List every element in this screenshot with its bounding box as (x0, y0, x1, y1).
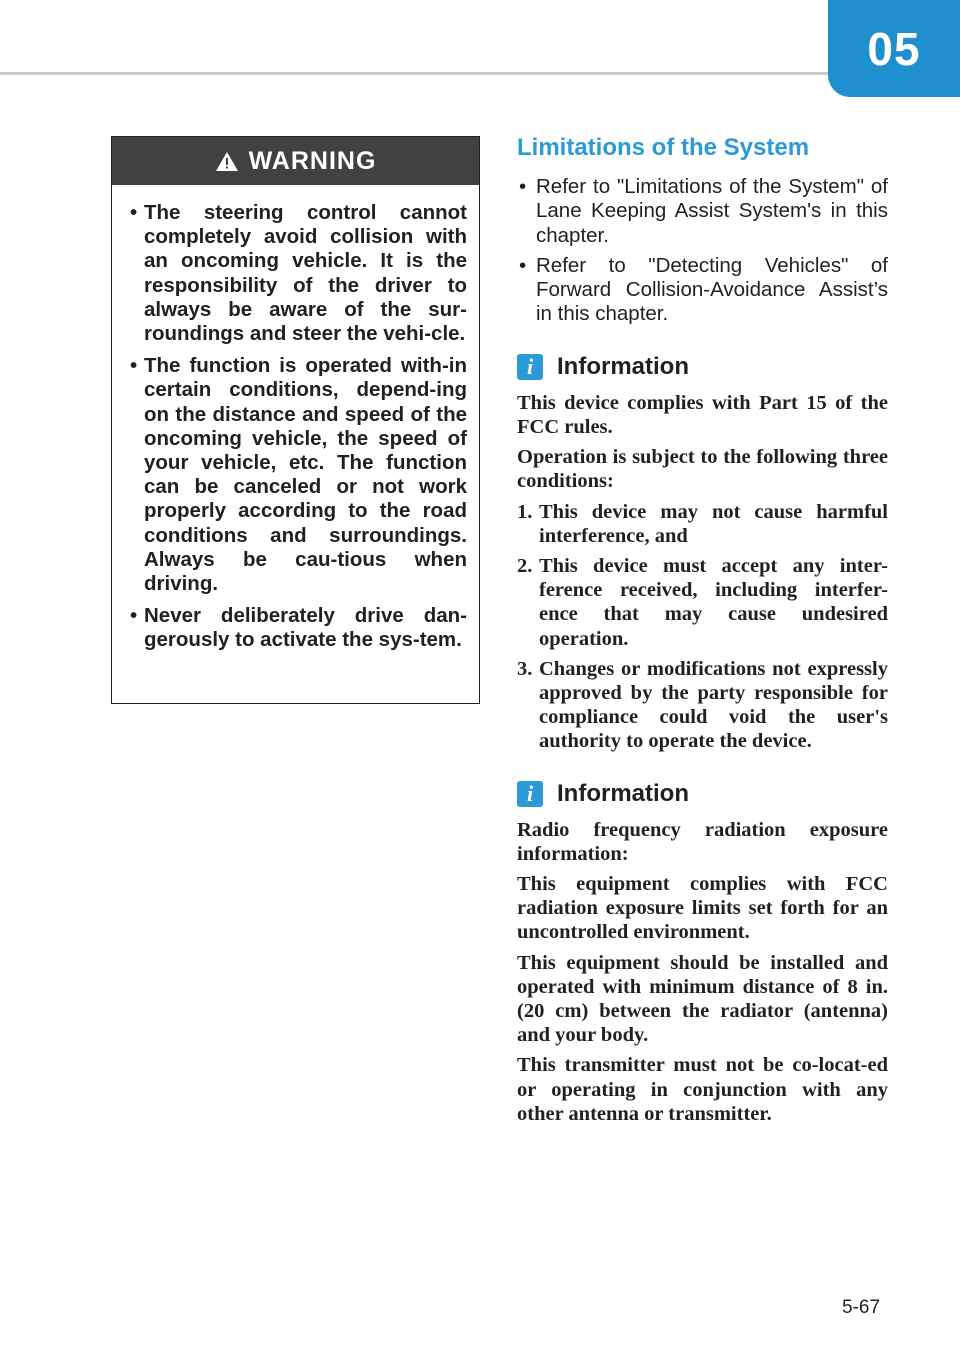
warning-item-text: The function is operated with-in certain conditions, depend-ing on the distance and speed of the oncoming vehicle, the speed of your vehicle, etc. The function can be canceled or not work properly according to the road conditions and surroundings. Always be cau-tious when driving. (144, 354, 467, 596)
warning-box (111, 136, 480, 704)
warning-item (130, 604, 467, 652)
warning-item (130, 201, 467, 346)
bullet: • (130, 604, 138, 628)
warning-triangle-icon (215, 151, 239, 172)
info-paragraph: This equipment should be installed and operated with minimum distance of 8 in. (20 cm) between the radiator (antenna) and your body. (517, 951, 888, 1047)
condition-number: 1. (517, 500, 533, 523)
warning-item-text: The steering control cannot completely avoid collision with an oncoming vehicle. It is the responsibility of the driver to always be aware of the sur-roundings and steer the vehi-cle. (144, 201, 467, 346)
warning-title: WARNING (248, 146, 377, 175)
limitations-item (517, 254, 888, 327)
condition-text: This device must accept any inter-ference received, including interfer-ence that may cause undesired operation. (539, 555, 888, 650)
information-title: Information (557, 779, 689, 807)
right-column (517, 130, 888, 1132)
bullet: • (519, 175, 527, 198)
condition-item (517, 657, 888, 754)
bullet: • (130, 354, 138, 378)
info-paragraph: Operation is subject to the following three conditions: (517, 446, 888, 493)
condition-number: 2. (517, 555, 533, 577)
condition-text: This device may not cause harmful interference, and (539, 500, 888, 547)
warning-item-text: Never deliberately drive dan-gerously to activate the sys-tem. (144, 604, 467, 652)
warning-list (112, 185, 479, 653)
limitations-item (517, 175, 888, 248)
warning-header (112, 137, 479, 185)
limitations-list (517, 175, 888, 327)
header-rule (0, 72, 828, 75)
information-icon: i (517, 354, 543, 380)
info-paragraph: This transmitter must not be co-locat-ed or operating in conjunction with any other antenna or transmitter. (517, 1054, 888, 1125)
information-title: Information (557, 352, 689, 380)
section-heading: Limitations of the System (517, 134, 810, 161)
chapter-number: 05 (867, 22, 921, 75)
condition-number: 3. (517, 657, 533, 680)
bullet: • (130, 201, 138, 224)
condition-item (517, 554, 888, 651)
warning-item (130, 354, 467, 596)
bullet: • (519, 253, 527, 277)
condition-text: Changes or modifications not expressly approved by the party responsible for compliance could void the user's authority to operate the device. (539, 657, 888, 753)
limitations-item-text: Refer to "Limitations of the System" of Lane Keeping Assist System's in this chapter. (536, 175, 888, 247)
condition-item (517, 500, 888, 548)
information-heading (517, 780, 888, 808)
page-number: 5-67 (842, 1297, 881, 1318)
info-paragraph: This equipment complies with FCC radiation exposure limits set forth for an uncontrolled environment. (517, 873, 888, 944)
information-icon: i (517, 781, 543, 807)
limitations-item-text: Refer to "Detecting Vehicles" of Forward Collision-Avoidance Assist’s in this chapter. (536, 253, 888, 326)
info-paragraph: This device complies with Part 15 of the FCC rules. (517, 391, 888, 438)
info-paragraph: Radio frequency radiation exposure information: (517, 818, 888, 865)
conditions-list (517, 500, 888, 754)
information-heading (517, 353, 888, 381)
chapter-tab (828, 0, 960, 97)
